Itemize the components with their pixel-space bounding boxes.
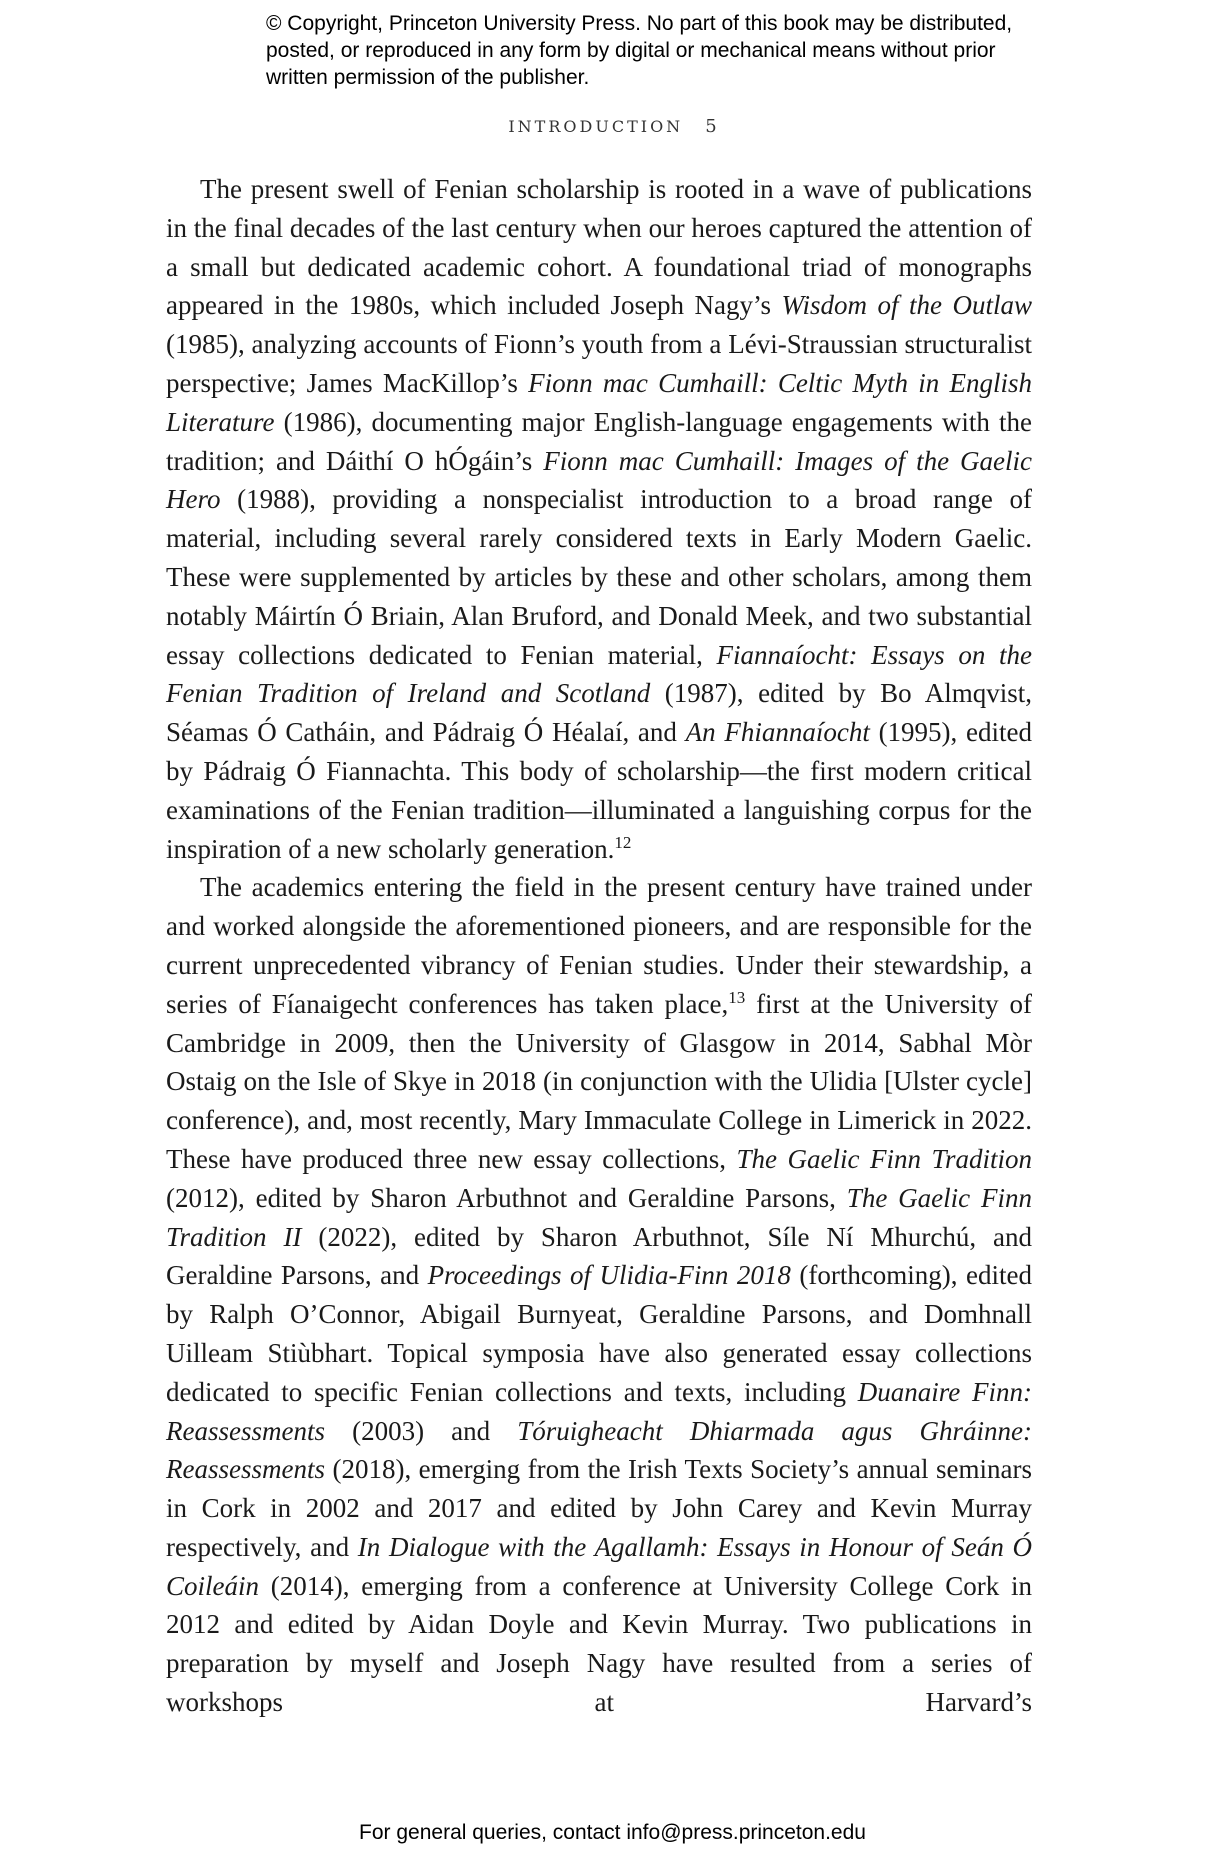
paragraph-2: [166, 868, 1032, 1722]
text-run: (1986), documenting major English-language engagements with the tradition; and Dáithí O hÓgáin’s: [166, 406, 1032, 476]
book-title: Proceedings of Ulidia-Finn 2018: [427, 1260, 791, 1291]
text-run: (forthcoming), edited by Ralph O’Connor, Abigail Burnyeat, Geraldine Parsons, and Domhnall Uilleam Stiùbhart. Topical symposia have also generated essay collections dedicated to specific Fenian collections and texts, including: [166, 1260, 1032, 1407]
text-run: (1988), providing a nonspecialist introduction to a broad range of material, including several rarely considered texts in Early Modern Gaelic. These were supplemented by articles by these and other scholars, among them notably Máirtín Ó Briain, Alan Bruford, and Donald Meek, and two substantial essay collections dedicated to Fenian material,: [166, 484, 1032, 670]
book-title: Wisdom of the Outlaw: [781, 290, 1032, 321]
text-run: (1987), edited by Bo Almqvist, Séamas Ó Catháin, and Pádraig Ó Héalaí, and: [166, 678, 1032, 748]
text-run: (1985), analyzing accounts of Fionn’s youth from a Lévi-Straussian structuralist perspective; James MacKillop’s: [166, 329, 1032, 398]
body-text: [166, 170, 1032, 1722]
text-run: The present swell of Fenian scholarship is rooted in a wave of publications in the final decades of the last century when our heroes captured the attention of a small but dedicated academic cohort. A foundational triad of monographs appeared in the 1980s, which included Joseph Nagy’s: [166, 174, 1032, 321]
text-run: (2014), emerging from a conference at University College Cork in 2012 and edited by Aidan Doyle and Kevin Murray. Two publications in preparation by myself and Joseph Nagy have resulted from a series of workshops at Harvard’s: [166, 1570, 1032, 1718]
text-run: (2022), edited by Sharon Arbuthnot, Síle Ní Mhurchú, and Geraldine Parsons, and: [166, 1221, 1032, 1291]
book-title: Duanaire Finn: Reassessments: [166, 1376, 1032, 1446]
footer-contact: For general queries, contact info@press.princeton.edu: [359, 1821, 866, 1844]
text-run: (2012), edited by Sharon Arbuthnot and Geraldine Parsons,: [166, 1182, 847, 1213]
text-run: first at the University of Cambridge in 2009, then the University of Glasgow in 2014, Sabhal Mòr Ostaig on the Isle of Skye in 2018 (in conjunction with the Ulidia [Ulster cycle] conference), and, most recently, Mary Immaculate College in Limerick in 2022. These have produced three new essay collections,: [166, 988, 1032, 1174]
book-title: Fionn mac Cumhaill: Celtic Myth in English Literature: [166, 367, 1032, 437]
book-title: An Fhiannaíocht: [685, 717, 870, 748]
text-run: The academics entering the field in the present century have trained under and worked alongside the aforementioned pioneers, and are responsible for the current unprecedented vibrancy of Fenian studies. Under their stewardship, a series of Fíanaigecht conferences has taken place,: [166, 872, 1032, 1019]
book-title: In Dialogue with the Agallamh: Essays in Honour of Seán Ó Coileáin: [166, 1531, 1032, 1601]
footnote-ref[interactable]: 13: [728, 987, 746, 1007]
chapter-title: INTRODUCTION: [508, 117, 684, 136]
book-title: The Gaelic Finn Tradition II: [166, 1182, 1032, 1252]
book-title: Fiannaíocht: Essays on the Fenian Tradition of Ireland and Scotland: [166, 639, 1032, 709]
page-number: 5: [705, 116, 717, 137]
running-head: [0, 116, 1225, 137]
text-run: (2003) and: [324, 1415, 518, 1446]
book-title: Tóruigheacht Dhiarmada agus Ghráinne: Reassessments: [166, 1415, 1032, 1485]
copyright-notice: © Copyright, Princeton University Press. No part of this book may be distributed, posted, or reproduced in any form by digital or mechanical means without prior written permission of the publisher.: [266, 12, 1013, 89]
book-title: The Gaelic Finn Tradition: [736, 1143, 1032, 1174]
text-run: (2018), emerging from the Irish Texts Society’s annual seminars in Cork in 2002 and 2017 and edited by John Carey and Kevin Murray respectively, and: [166, 1454, 1032, 1562]
book-title: Fionn mac Cumhaill: Images of the Gaelic Hero: [166, 445, 1032, 515]
paragraph-1: [166, 170, 1032, 868]
footnote-ref[interactable]: 12: [614, 832, 632, 852]
text-run: (1995), edited by Pádraig Ó Fiannachta. This body of scholarship—the first modern critical examinations of the Fenian tradition—illuminated a languishing corpus for the inspiration of a new scholarly generation.: [166, 717, 1032, 864]
